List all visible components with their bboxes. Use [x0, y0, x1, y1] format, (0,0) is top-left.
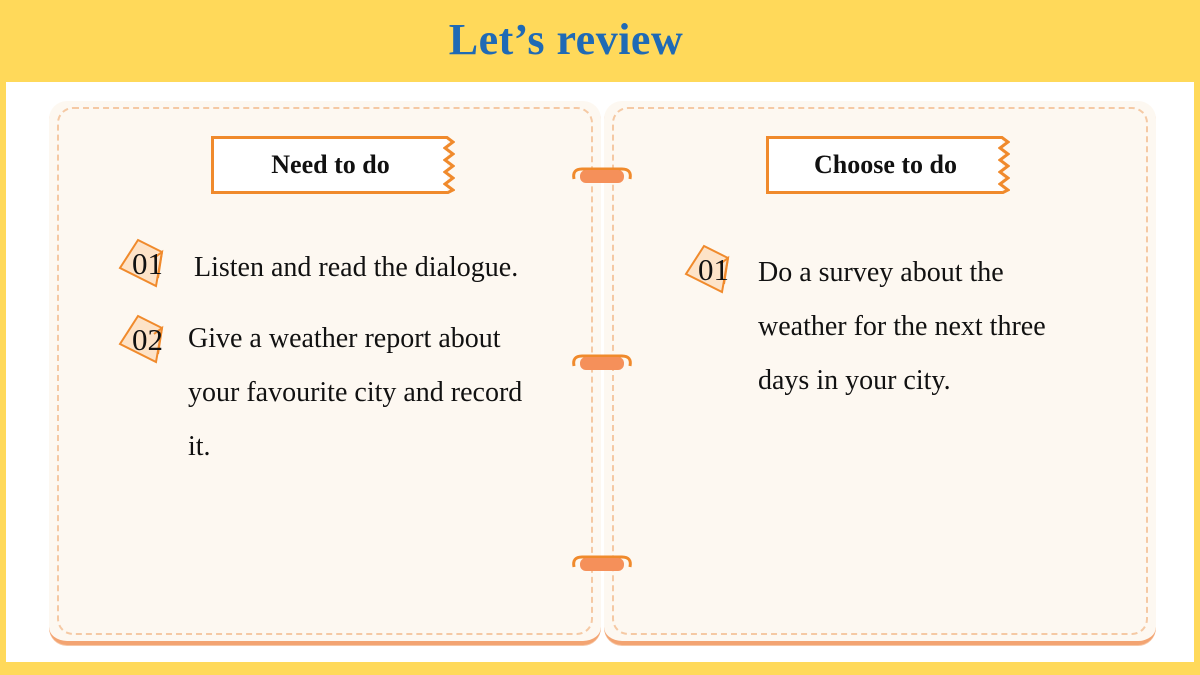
number-badge [118, 238, 172, 292]
binder-ring-icon [570, 352, 634, 372]
choose-to-do-heading: Choose to do [813, 150, 957, 179]
binder-ring-icon [570, 165, 634, 185]
item-number: 01 [132, 246, 163, 281]
item-line: Listen and read the dialogue. [194, 252, 519, 283]
item-number: 01 [698, 252, 729, 287]
list-item [118, 238, 518, 295]
list-item [118, 312, 522, 474]
number-badge [118, 312, 172, 366]
zigzag-edge-icon [443, 136, 455, 194]
page-title: Let’s review [448, 15, 684, 64]
item-line: weather for the next three [758, 311, 1046, 342]
item-line: it. [188, 431, 211, 462]
list-item [684, 244, 1046, 408]
item-text [758, 246, 1046, 408]
item-line: days in your city. [758, 365, 951, 396]
binder-ring-icon [570, 553, 634, 573]
item-line: Give a weather report about [188, 323, 501, 354]
need-to-do-heading: Need to do [271, 150, 390, 179]
item-line: your favourite city and record [188, 377, 523, 408]
choose-to-do-tag [766, 136, 1002, 194]
zigzag-edge-icon [998, 136, 1010, 194]
number-badge [684, 244, 738, 298]
item-number: 02 [132, 322, 163, 357]
need-to-do-tag [211, 136, 447, 194]
item-text [188, 312, 522, 474]
item-line: Do a survey about the [758, 257, 1004, 288]
item-text [194, 241, 518, 295]
